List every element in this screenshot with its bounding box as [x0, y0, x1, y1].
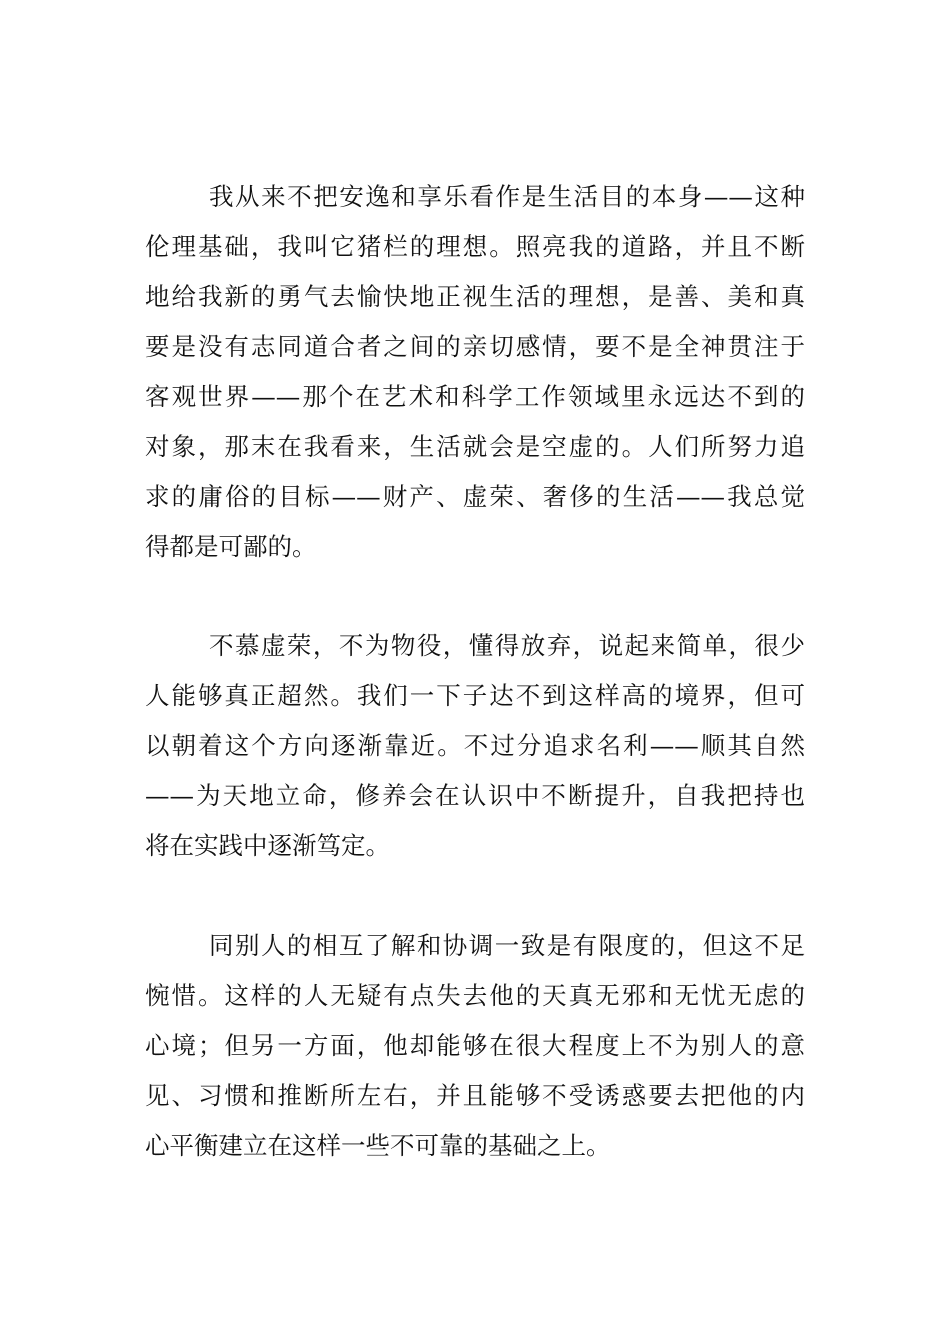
paragraph-line: 惋惜。这样的人无疑有点失去他的天真无邪和无忧无虑的 [145, 981, 805, 1010]
paragraph-line: ——为天地立命，修养会在认识中不断提升，自我把持也 [145, 781, 805, 810]
paragraph-line: 地给我新的勇气去愉快地正视生活的理想，是善、美和真 [145, 282, 805, 311]
paragraph-line: 心境；但另一方面，他却能够在很大程度上不为别人的意 [145, 1031, 805, 1060]
paragraph-line: 不慕虚荣，不为物役，懂得放弃，说起来简单，很少 [209, 631, 805, 660]
paragraph-line: 对象，那末在我看来，生活就会是空虚的。人们所努力追 [145, 432, 805, 461]
paragraph-line: 同别人的相互了解和协调一致是有限度的，但这不足 [209, 931, 805, 960]
paragraph-line: 求的庸俗的目标——财产、虚荣、奢侈的生活——我总觉 [145, 482, 805, 511]
paragraph-line: 以朝着这个方向逐渐靠近。不过分追求名利——顺其自然 [145, 731, 805, 760]
paragraph-line: 得都是可鄙的。 [145, 532, 317, 561]
paragraph-line: 人能够真正超然。我们一下子达不到这样高的境界，但可 [145, 681, 805, 710]
paragraph-line: 伦理基础，我叫它猪栏的理想。照亮我的道路，并且不断 [145, 232, 805, 261]
paragraph-line: 我从来不把安逸和享乐看作是生活目的本身——这种 [209, 182, 805, 211]
paragraph-line: 要是没有志同道合者之间的亲切感情，要不是全神贯注于 [145, 332, 805, 361]
paragraph-line: 客观世界——那个在艺术和科学工作领域里永远达不到的 [145, 382, 805, 411]
paragraph-line: 见、习惯和推断所左右，并且能够不受诱惑要去把他的内 [145, 1081, 805, 1110]
paragraph-line: 将在实践中逐渐笃定。 [145, 831, 390, 860]
paragraph-line: 心平衡建立在这样一些不可靠的基础之上。 [145, 1131, 611, 1160]
